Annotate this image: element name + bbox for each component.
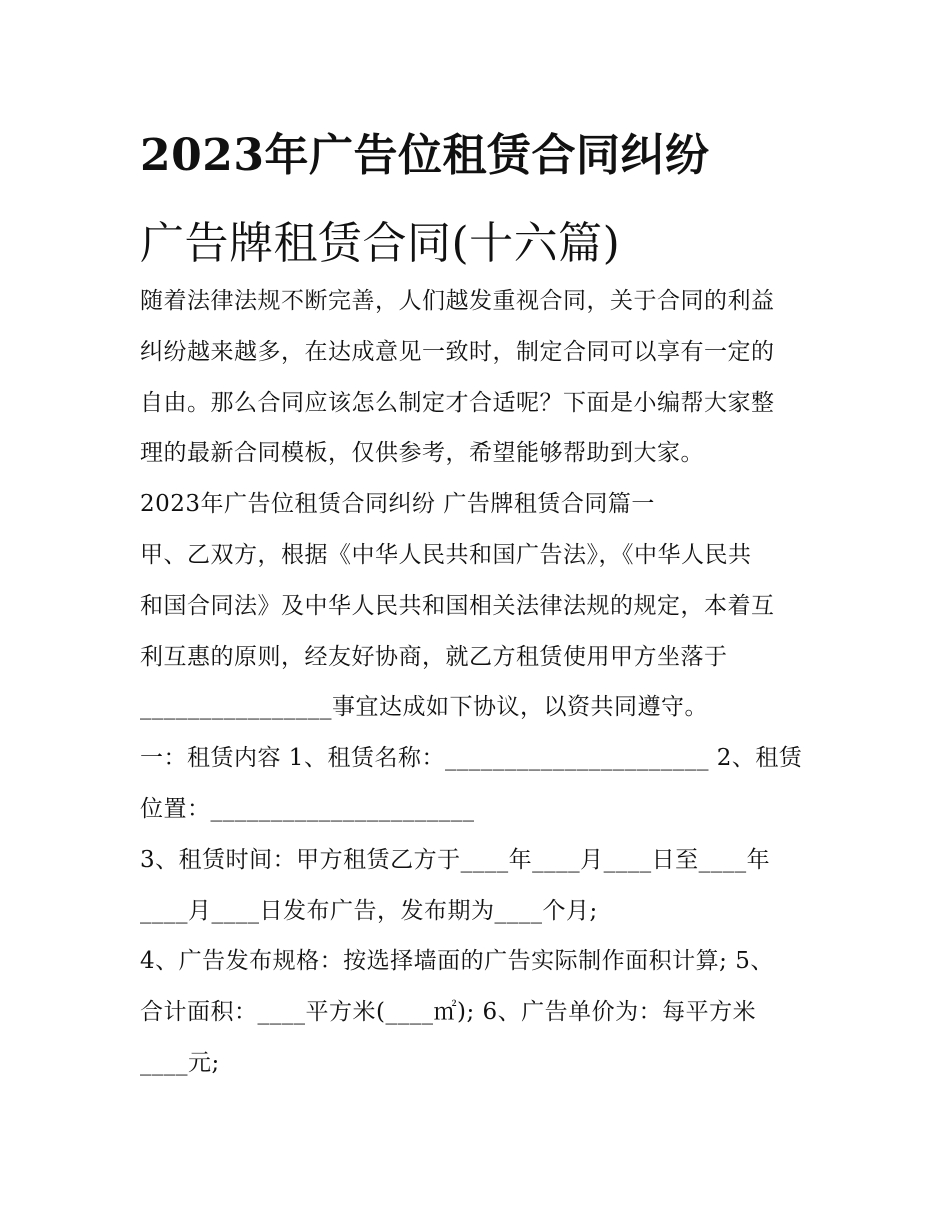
title-line-2: 广告牌租赁合同(十六篇) (140, 218, 621, 269)
lease-time-line-2: ____月____日发布广告，发布期为____个月; (140, 897, 598, 924)
lease-content-line-2: 位置：______________________ (140, 795, 475, 822)
contract-line-2: 和国合同法》及中华人民共和国相关法律法规的规定，本着互 (140, 592, 775, 619)
title-line-1: 2023年广告位租赁合同纠纷 (140, 130, 710, 181)
intro-line-2: 纠纷越来越多，在达成意见一致时，制定合同可以享有一定的 (140, 338, 775, 365)
lease-content-line-1: 一：租赁内容 1、租赁名称：______________________ 2、租赁 (140, 745, 803, 772)
ad-spec-line-2: 合计面积：____平方米(____㎡); 6、广告单价为：每平方米 (140, 999, 757, 1026)
intro-line-3: 自由。那么合同应该怎么制定才合适呢？下面是小编帮大家整 (140, 389, 775, 416)
ad-spec-line-3: ____元; (140, 1049, 220, 1076)
section-heading: 2023年广告位租赁合同纠纷 广告牌租赁合同篇一 (140, 491, 655, 518)
lease-time-line-1: 3、租赁时间：甲方租赁乙方于____年____月____日至____年 (140, 846, 771, 873)
document-body (140, 276, 830, 1089)
contract-line-1: 甲、乙双方，根据《中华人民共和国广告法》，《中华人民共 (140, 541, 752, 568)
ad-spec-line-1: 4、广告发布规格：按选择墙面的广告实际制作面积计算; 5、 (140, 948, 774, 975)
intro-line-1: 随着法律法规不断完善，人们越发重视合同，关于合同的利益 (140, 288, 775, 314)
contract-line-3: 利互惠的原则，经友好协商，就乙方租赁使用甲方坐落于 (140, 643, 728, 670)
intro-line-4: 理的最新合同模板，仅供参考，希望能够帮助到大家。 (140, 440, 704, 467)
contract-line-4: ________________事宜达成如下协议，以资共同遵守。 (140, 694, 708, 721)
document-title (140, 112, 830, 288)
